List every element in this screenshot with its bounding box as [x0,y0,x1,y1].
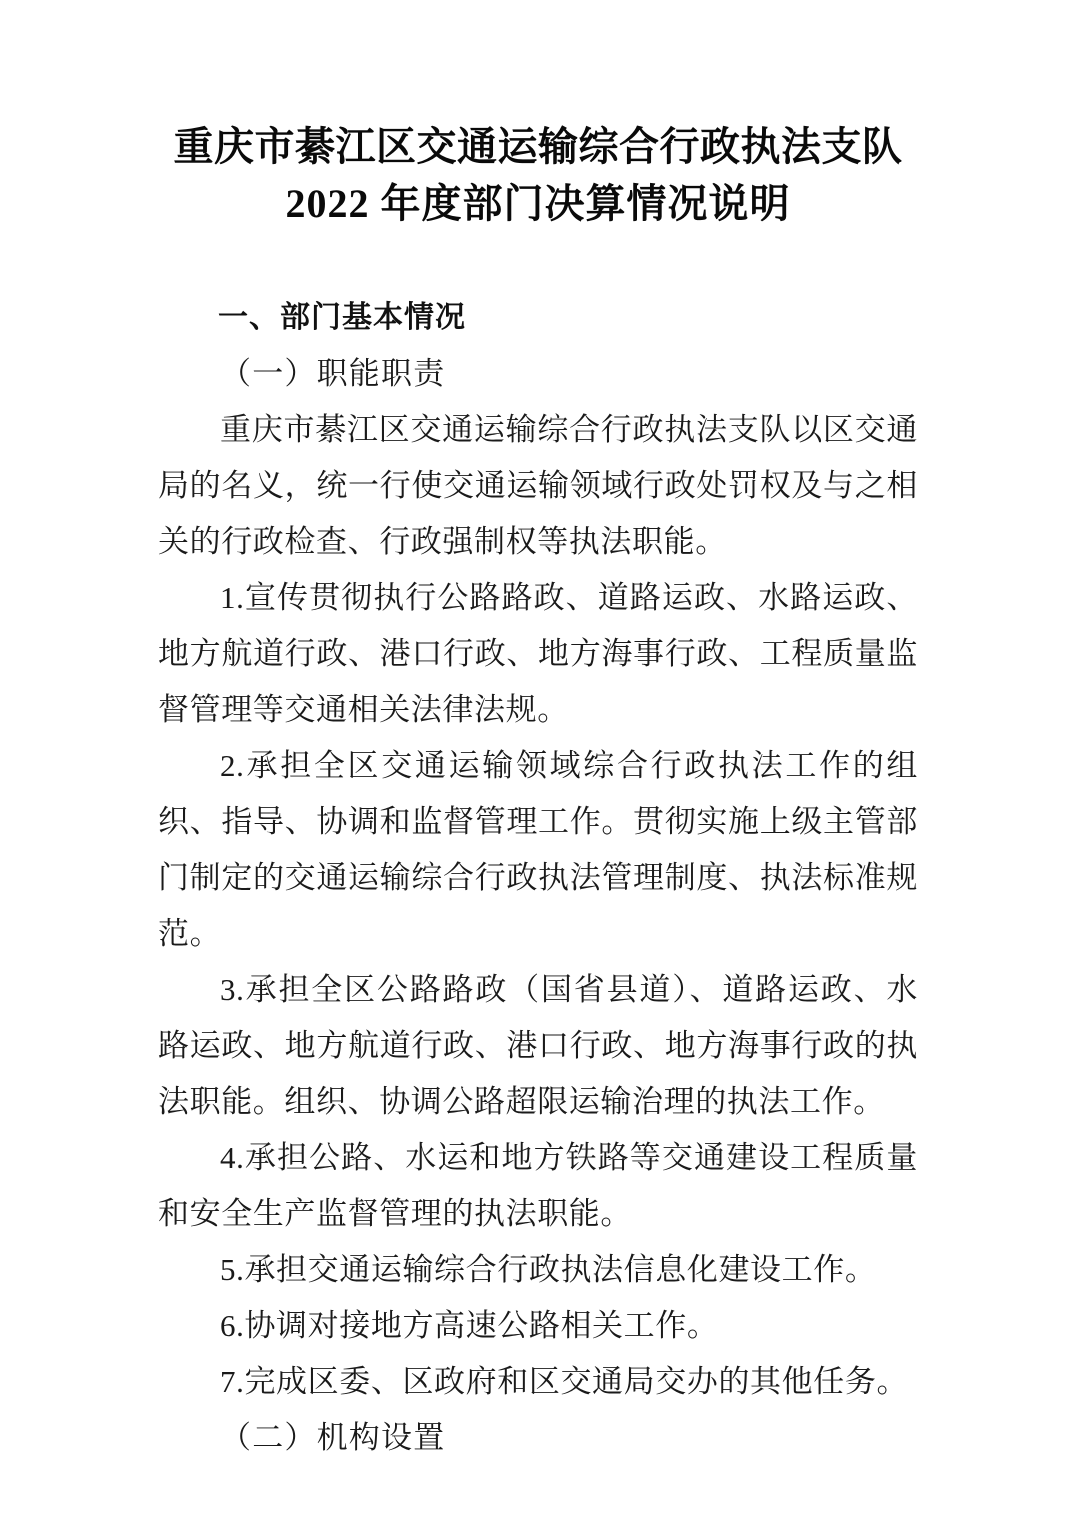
intro-paragraph: 重庆市綦江区交通运输综合行政执法支队以区交通局的名义，统一行使交通运输领域行政处罚权及与之相关的行政检查、行政强制权等执法职能。 [158,412,918,559]
document-title-line-1: 重庆市綦江区交通运输综合行政执法支队 [173,124,903,169]
section-heading-1: 一、部门基本情况 [218,301,466,334]
duty-item-2: 2.承担全区交通运输领域综合行政执法工作的组织、指导、协调和监督管理工作。贯彻实施上级主管部门制定的交通运输综合行政执法管理制度、执法标准规范。 [158,748,918,951]
duty-item-3: 3.承担全区公路路政（国省县道）、道路运政、水路运政、地方航道行政、港口行政、地方海事行政的执法职能。组织、协调公路超限运输治理的执法工作。 [158,972,918,1119]
document-title-line-2: 2022 年度部门决算情况说明 [285,181,791,226]
document-content [158,0,918,1466]
duty-item-7: 7.完成区委、区政府和区交通局交办的其他任务。 [220,1364,909,1399]
duty-item-1: 1.宣传贯彻执行公路路政、道路运政、水路运政、地方航道行政、港口行政、地方海事行政、工程质量监督管理等交通相关法律法规。 [158,580,918,727]
duty-item-5: 5.承担交通运输综合行政执法信息化建设工作。 [220,1252,877,1287]
page-title [158,0,918,232]
duty-item-6: 6.协调对接地方高速公路相关工作。 [220,1308,719,1343]
subsection-heading-1: （一）职能职责 [220,356,446,391]
duty-item-4: 4.承担公路、水运和地方铁路等交通建设工程质量和安全生产监督管理的执法职能。 [158,1140,918,1231]
subsection-heading-2: （二）机构设置 [220,1420,446,1455]
